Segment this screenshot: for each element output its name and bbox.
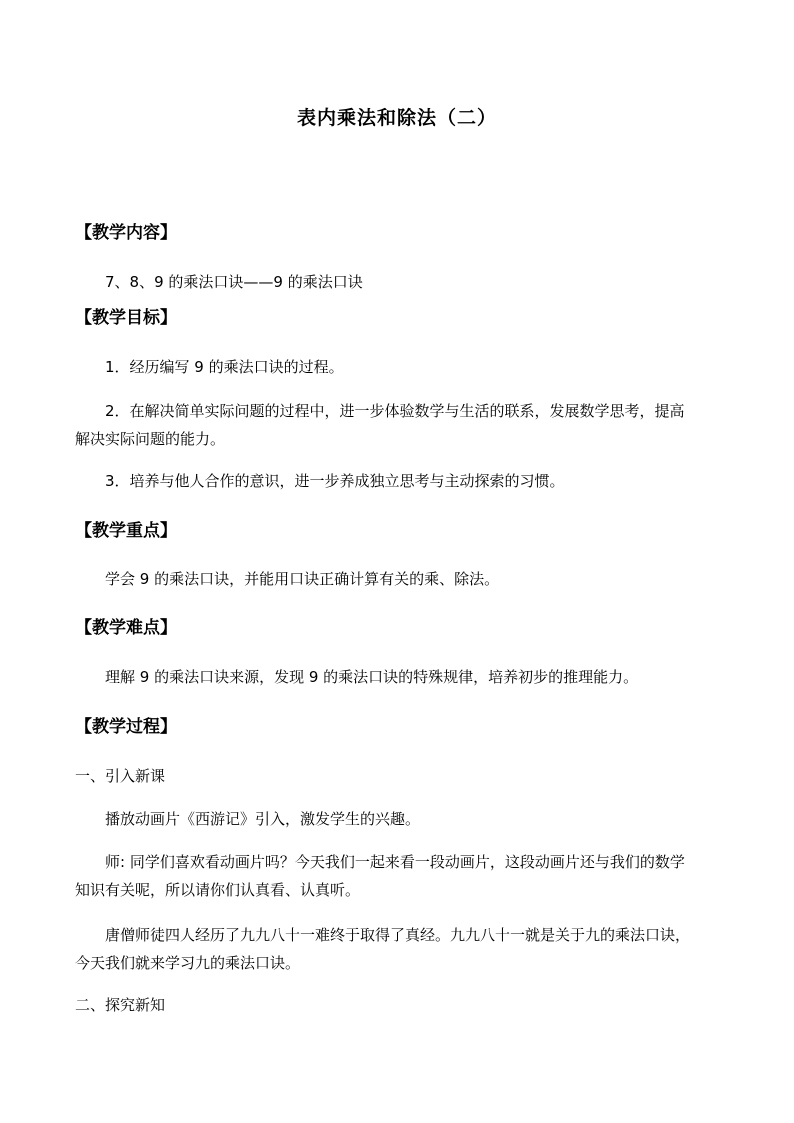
process-step1-para2-line2: 知识有关呢，所以请你们认真看、认真听。 — [75, 881, 361, 899]
difficulties-text: 理解 9 的乘法口诀来源，发现 9 的乘法口诀的特殊规律，培养初步的推理能力。 — [105, 668, 639, 686]
heading-teaching-objectives: 【教学目标】 — [75, 308, 177, 328]
heading-key-points: 【教学重点】 — [75, 521, 177, 541]
objective-item-3: 3．培养与他人合作的意识，进一步养成独立思考与主动探索的习惯。 — [105, 472, 565, 490]
process-step1-para1: 播放动画片《西游记》引入，激发学生的兴趣。 — [105, 810, 421, 828]
heading-teaching-content: 【教学内容】 — [75, 223, 177, 243]
teaching-content-text: 7、8、9 的乘法口诀——9 的乘法口诀 — [105, 273, 363, 291]
process-step1-para3-line2: 今天我们就来学习九的乘法口诀。 — [75, 954, 301, 972]
key-points-text: 学会 9 的乘法口诀，并能用口诀正确计算有关的乘、除法。 — [105, 570, 500, 588]
document-title: 表内乘法和除法（二） — [296, 107, 497, 129]
heading-difficulties: 【教学难点】 — [75, 618, 177, 638]
objective-item-1: 1．经历编写 9 的乘法口诀的过程。 — [105, 358, 344, 376]
objective-item-2-line1: 2．在解决简单实际问题的过程中，进一步体验数学与生活的联系，发展数学思考，提高 — [105, 402, 685, 420]
heading-teaching-process: 【教学过程】 — [75, 717, 177, 737]
process-step1-para2-line1: 师: 同学们喜欢看动画片吗？今天我们一起来看一段动画片，这段动画片还与我们的数学 — [105, 853, 685, 871]
process-step1-para3-line1: 唐僧师徒四人经历了九九八十一难终于取得了真经。九九八十一就是关于九的乘法口诀， — [105, 926, 691, 944]
process-step1-title: 一、引入新课 — [75, 767, 166, 785]
process-step2-title: 二、探究新知 — [75, 996, 166, 1014]
objective-item-2-line2: 解决实际问题的能力。 — [75, 430, 226, 448]
